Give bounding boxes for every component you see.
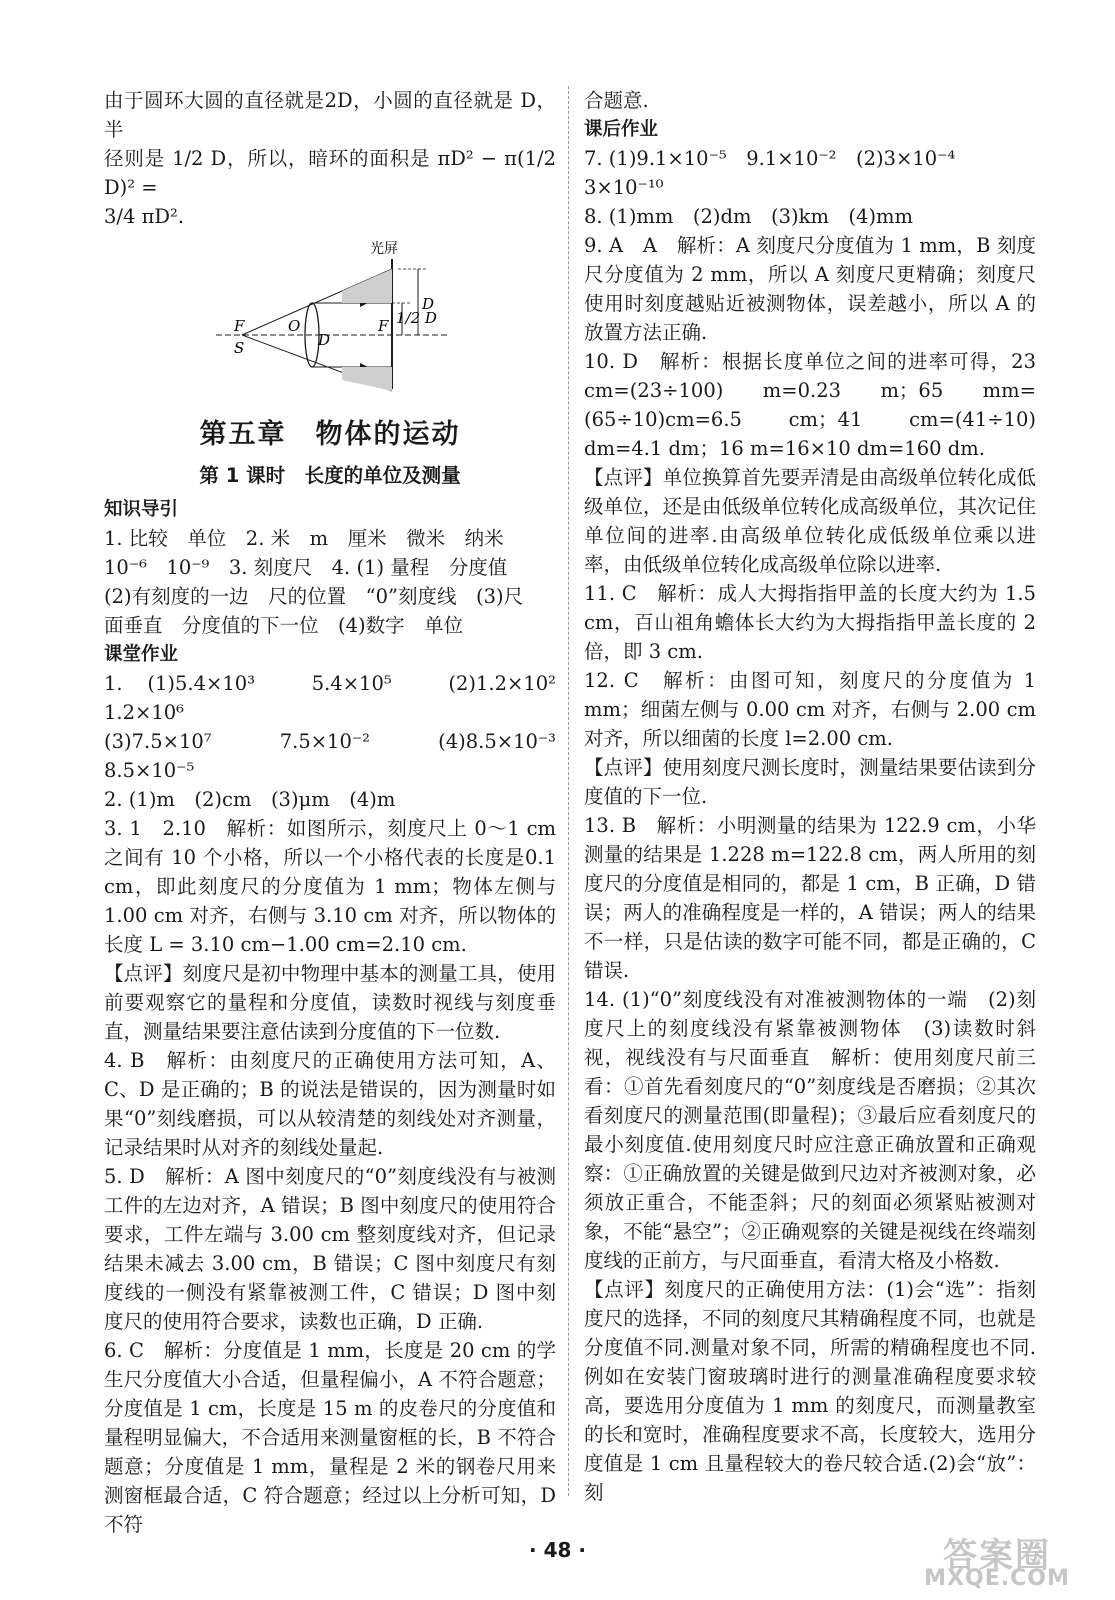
chapter-title: 第五章 物体的运动 [199, 419, 461, 450]
screen-label: 光屏 [370, 241, 398, 257]
label-half-d: 1/2 D [396, 309, 437, 327]
label-f-left: F [234, 317, 245, 335]
section-heading-homework: 课后作业 [584, 119, 659, 140]
page-number: · 48 · [529, 1538, 586, 1562]
homework-comment-14: 【点评】刻度尺的正确使用方法：(1)会“选”：指刻度尺的选择，不同的刻度尺其精确程度不同，也就是分度值不同.测量对象不同，所需的精确程度也不同.例如在安装门窗玻璃时进行的测量准确程度要求较高，要选用分度值为 1 mm 的刻度尺，而测量教室的长和宽时，准确程度要求不高，长度较大，选用分度值是 1 cm 且量程较大的卷尺较合适.(2)会“放”：刻 [584, 1278, 1036, 1504]
homework-q8: 8. (1)mm (2)dm (3)km (4)mm [584, 205, 914, 228]
intro-line-3: 3/4 πD². [104, 205, 185, 228]
homework-q14: 14. (1)“0”刻度线没有对准被测物体的一端 (2)刻度尺上的刻度线没有紧靠被测物体 (3)读数时斜视，视线没有与尺面垂直 解析：使用刻度尺前三看：①首先看刻度尺的“0”刻度线是否磨损；②其次看刻度尺的测量范围(即量程)；③最后应看刻度尺的最小刻度值.使用刻度尺时应注意正确放置和正确观察：①正确放置的关键是做到尺边对齐被测对象，必须放正重合，不能歪斜；尺的刻面必须紧贴被测对象，不能“悬空”；②正确观察的关键是视线在终端刻度线的正前方，与尺面垂直，看清大格及小格数. [584, 988, 1036, 1272]
homework-q10: 10. D 解析：根据长度单位之间的进率可得，23 cm=(23÷100) m=0.23 m；65 mm=(65÷10)cm=6.5 cm；41 cm=(41÷10) dm=4.1 dm；16 m=16×10 dm=160 dm. [584, 350, 1036, 460]
knowledge-line-4: 面垂直 分度值的下一位 (4)数字 单位 [104, 614, 464, 637]
section-heading-classwork: 课堂作业 [104, 644, 179, 665]
intro-line-1: 由于圆环大圆的直径就是2D，小圆的直径就是 D，半 [104, 89, 556, 141]
classwork-q4: 4. B 解析：由刻度尺的正确使用方法可知，A、C、D 是正确的；B 的说法是错误的，因为测量时如果“0”刻线磨损，可以从较清楚的刻线处对齐测量，记录结果时从对齐的刻线处量起. [104, 1049, 556, 1159]
bright-region-top [342, 269, 392, 303]
bright-region-bottom [342, 367, 392, 391]
classwork-q2: 2. (1)m (2)cm (3)μm (4)m [104, 788, 396, 811]
homework-q9: 9. A A 解析：A 刻度尺分度值为 1 mm，B 刻度尺分度值为 2 mm，所以 A 刻度尺更精确；刻度尺使用时刻度越贴近被测物体，误差越小，所以 A 的放置方法正确. [584, 234, 1036, 344]
label-s: S [234, 339, 245, 357]
classwork-q1-line-2: (3)7.5×10⁷ 7.5×10⁻² (4)8.5×10⁻³ 8.5×10⁻⁵ [104, 730, 576, 782]
q6-continuation: 合题意. [584, 89, 649, 112]
homework-comment-10: 【点评】单位换算首先要弄清是由高级单位转化成低级单位，还是由低级单位转化成高级单位，其次记住单位间的进率.由高级单位转化成低级单位乘以进率，由低级单位转化成高级单位除以进率. [584, 466, 1036, 576]
watermark-logo [897, 1528, 1097, 1594]
homework-q7-line-2: 3×10⁻¹⁰ [584, 176, 664, 199]
label-d-right: D [422, 295, 435, 313]
left-column [104, 86, 576, 1539]
homework-comment-12: 【点评】使用刻度尺测长度时，测量结果要估读到分度值的下一位. [584, 756, 1036, 808]
optics-diagram [212, 239, 472, 399]
label-f-right: F [378, 317, 389, 335]
homework-q7-line-1: 7. (1)9.1×10⁻⁵ 9.1×10⁻² (2)3×10⁻⁴ [584, 147, 956, 170]
homework-q13: 13. B 解析：小明测量的结果为 122.9 cm，小华测量的结果是 1.228 m=122.8 cm，两人所用的刻度尺的分度值是相同的，都是 1 cm，B 正确，D 错误；两人的准确程度是一样的，A 错误；两人的结果不一样，只是估读的数字可能不同，都是正确的，C 错误. [584, 814, 1036, 982]
right-column [584, 86, 1036, 1507]
watermark-bottom: MXQE.COM [924, 1566, 1070, 1591]
watermark-top: 答案圈 [943, 1536, 1051, 1576]
knowledge-line-3: (2)有刻度的一边 尺的位置 “0”刻度线 (3)尺 [104, 585, 524, 608]
lesson-title: 第 1 课时 长度的单位及测量 [199, 464, 461, 487]
label-o: O [288, 317, 301, 335]
homework-q11: 11. C 解析：成人大拇指指甲盖的长度大约为 1.5 cm，百山祖角蟾体长大约为大拇指指甲盖长度的 2 倍，即 3 cm. [584, 582, 1036, 663]
column-divider [568, 86, 569, 1496]
classwork-q3: 3. 1 2.10 解析：如图所示，刻度尺上 0～1 cm 之间有 10 个小格，所以一个小格代表的长度是0.1 cm，即此刻度尺的分度值为 1 mm；物体左侧与 1.00 cm 对齐，右侧与 3.10 cm 对齐，所以物体的长度 L = 3.10 cm−1.00 cm=2.10 cm. [104, 817, 556, 956]
intro-line-2: 径则是 1/2 D，所以，暗环的面积是 πD² − π(1/2 D)² = [104, 147, 556, 199]
label-d-lens: D [318, 331, 331, 349]
classwork-q5: 5. D 解析：A 图中刻度尺的“0”刻度线没有与被测工件的左边对齐，A 错误；B 图中刻度尺的使用符合要求，工件左端与 3.00 cm 整刻度线对齐，但记录结果未减去 3.00 cm，B 错误；C 图中刻度尺有刻度线的一侧没有紧靠被测工件，C 错误；D 图中刻度尺的使用符合要求，读数也正确，D 正确. [104, 1165, 556, 1333]
classwork-comment-1: 【点评】刻度尺是初中物理中基本的测量工具，使用前要观察它的量程和分度值，读数时视线与刻度垂直，测量结果要注意估读到分度值的下一位数. [104, 962, 556, 1043]
homework-q12: 12. C 解析：由图可知，刻度尺的分度值为 1 mm；细菌左侧与 0.00 cm 对齐，右侧与 2.00 cm 对齐，所以细菌的长度 l=2.00 cm. [584, 669, 1036, 750]
classwork-q1-line-1: 1. (1)5.4×10³ 5.4×10⁵ (2)1.2×10² 1.2×10⁶ [104, 672, 576, 724]
classwork-q6: 6. C 解析：分度值是 1 mm，长度是 20 cm 的学生尺分度值大小合适，但量程偏小，A 不符合题意；分度值是 1 cm，长度是 15 m 的皮卷尺的分度值和量程明显偏大，不合适用来测量窗框的长，B 不符合题意；分度值是 1 mm，量程是 2 米的钢卷尺用来测窗框最合适，C 符合题意；经过以上分析可知，D 不符 [104, 1339, 556, 1536]
knowledge-line-1: 1. 比较 单位 2. 米 m 厘米 微米 纳米 [104, 527, 504, 550]
knowledge-line-2: 10⁻⁶ 10⁻⁹ 3. 刻度尺 4. (1) 量程 分度值 [104, 556, 508, 579]
section-heading-knowledge: 知识导引 [104, 499, 179, 520]
